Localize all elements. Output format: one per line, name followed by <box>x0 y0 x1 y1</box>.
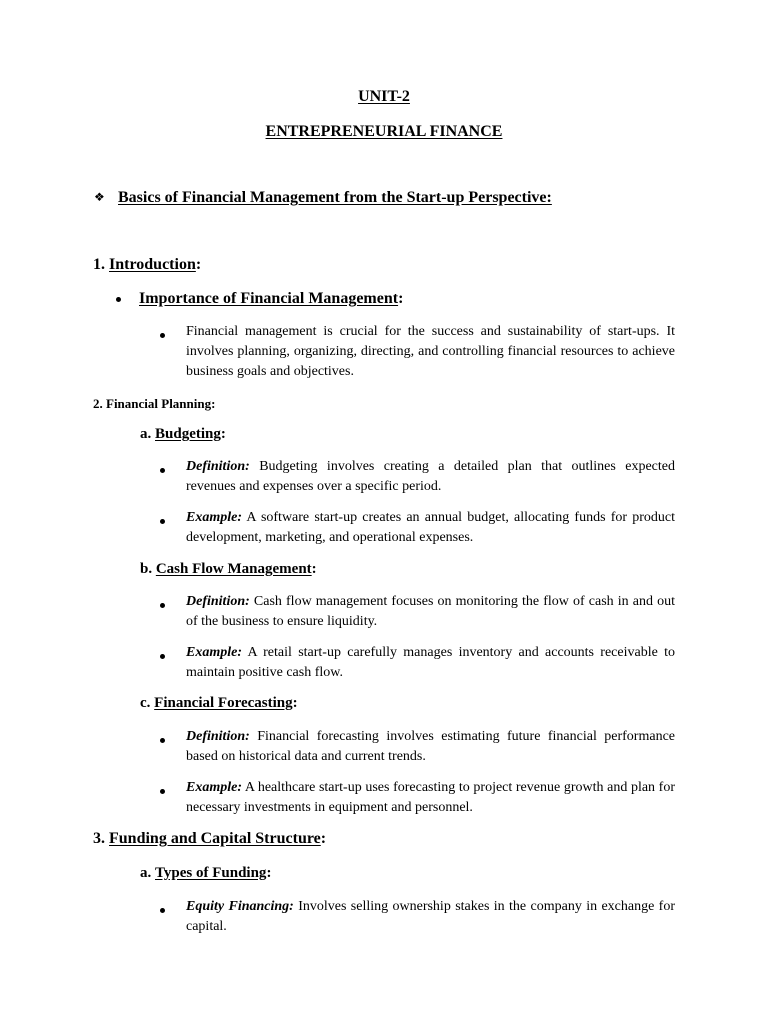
example-label: Example: <box>186 510 242 525</box>
subsection-colon: : <box>220 426 226 442</box>
definition-item <box>186 727 675 767</box>
section-1-heading <box>93 256 201 274</box>
diamond-bullet-icon: ❖ <box>94 190 105 204</box>
paragraph: Financial management is crucial for the success and sustainability of start-ups. It involves planning, organizing, directing, and controlling financial resources to achieve business goals and objectives. <box>186 324 675 379</box>
definition-label: Definition: <box>186 729 250 744</box>
bullet-dot <box>116 297 122 303</box>
unit-label: UNIT-2 <box>358 88 410 105</box>
subsection-colon: : <box>311 561 317 577</box>
section-title: Introduction <box>109 256 196 273</box>
main-heading-text: Basics of Financial Management from the Start-up Perspective: <box>118 189 552 206</box>
subsection-colon: : <box>266 865 272 881</box>
subsection-letter: c. <box>140 695 151 711</box>
example-item <box>186 643 675 683</box>
subsection-title: Cash Flow Management <box>155 561 312 577</box>
section-number: 3. <box>93 830 105 847</box>
subsection-heading <box>140 426 226 443</box>
definition-label: Definition: <box>186 459 250 474</box>
subsection-letter: a. <box>140 426 152 442</box>
subsection-heading <box>140 561 317 578</box>
section-number: 1. <box>93 256 105 273</box>
subsection-title: Importance of Financial Management <box>139 290 399 307</box>
example-text: A healthcare start-up uses forecasting to project revenue growth and plan for necessary investments in equipment and personnel. <box>186 780 675 815</box>
main-heading <box>94 189 552 207</box>
subsection-letter: b. <box>140 561 153 577</box>
bullet-dot <box>160 908 168 916</box>
section-2-heading: 2. Financial Planning: <box>93 396 216 411</box>
subsection-title: Financial Forecasting <box>154 695 293 711</box>
subsection-colon: : <box>398 290 404 307</box>
funding-item <box>186 897 675 937</box>
subsection-letter: a. <box>140 865 152 881</box>
example-item <box>186 508 675 548</box>
subsection-heading <box>139 290 403 308</box>
section-3-heading <box>93 830 326 848</box>
subsection-title: Types of Funding <box>155 865 267 881</box>
definition-text: Cash flow management focuses on monitoring the flow of cash in and out of the business to ensure liquidity. <box>186 594 675 629</box>
subsection-colon: : <box>292 695 298 711</box>
section-title: Funding and Capital Structure <box>109 830 321 847</box>
bullet-dot <box>160 789 168 797</box>
bullet-dot <box>160 738 168 746</box>
example-label: Example: <box>186 645 242 660</box>
example-text: A retail start-up carefully manages inventory and accounts receivable to maintain positive cash flow. <box>186 645 675 680</box>
definition-text: Financial forecasting involves estimating future financial performance based on historical data and current trends. <box>186 729 675 764</box>
definition-text: Budgeting involves creating a detailed plan that outlines expected revenues and expenses over a specific period. <box>186 459 675 494</box>
title-label: ENTREPRENEURIAL FINANCE <box>265 123 503 140</box>
bullet-dot <box>160 333 168 341</box>
subsection-heading <box>140 865 271 882</box>
section-colon: : <box>320 830 327 847</box>
bullet-dot <box>160 468 168 476</box>
document-title <box>0 123 768 141</box>
funding-label: Equity Financing: <box>186 899 294 914</box>
subsection-title: Budgeting <box>155 426 221 442</box>
definition-label: Definition: <box>186 594 250 609</box>
section-colon: : <box>195 256 202 273</box>
example-label: Example: <box>186 780 242 795</box>
example-item <box>186 778 675 818</box>
bullet-dot <box>160 519 168 527</box>
example-text: A software start-up creates an annual budget, allocating funds for product development, marketing, and operational expenses. <box>186 510 675 545</box>
unit-heading <box>0 88 768 106</box>
subsection-heading <box>140 695 298 712</box>
bullet-dot <box>160 603 168 611</box>
funding-text: Involves selling ownership stakes in the company in exchange for capital. <box>186 899 675 934</box>
definition-item <box>186 592 675 632</box>
definition-item <box>186 457 675 497</box>
bullet-dot <box>160 654 168 662</box>
